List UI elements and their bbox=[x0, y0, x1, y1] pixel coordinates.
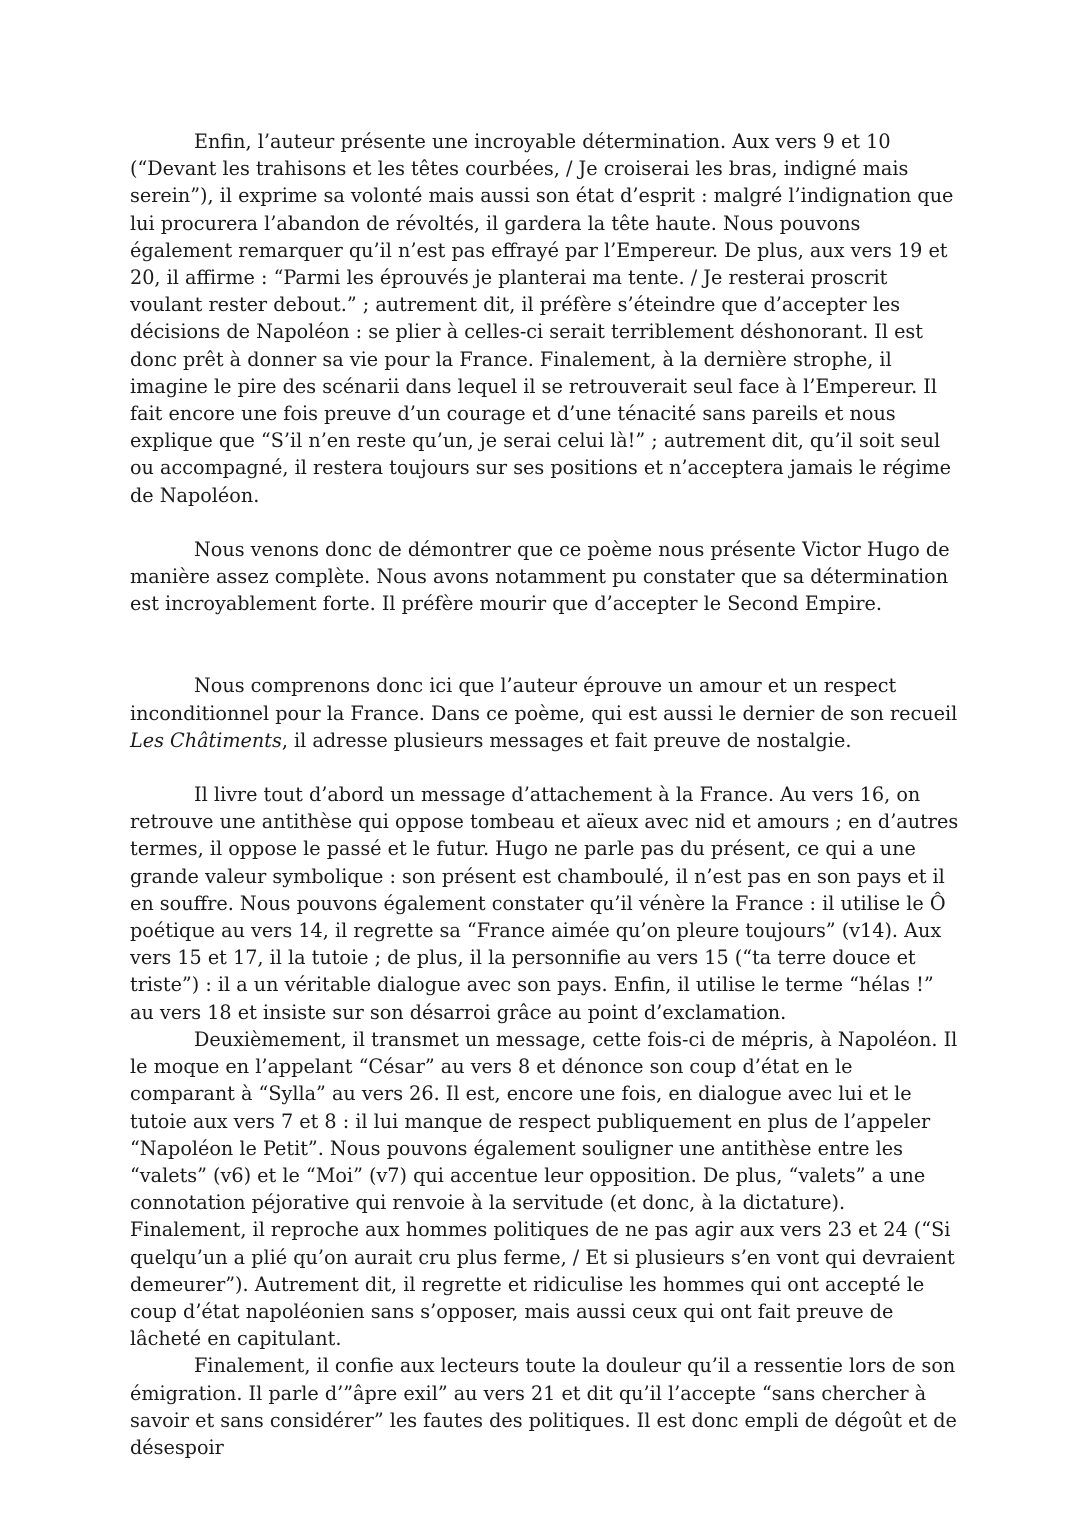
document-page bbox=[130, 128, 960, 1461]
paragraph-determination: Enfin, l’auteur présente une incroyable détermination. Aux vers 9 et 10 (“Devant les trahisons et les têtes courbées, / Je croiserai les bras, indigné mais serein”), il exprime sa volonté mais aussi son état d’esprit : malgré l’indignation que lui procurera l’abandon de révoltés, il gardera la tête haute. Nous pouvons également remarquer qu’il n’est pas effrayé par l’Empereur. De plus, aux vers 19 et 20, il affirme : “Parmi les éprouvés je planterai ma tente. / Je resterai proscrit voulant rester debout.” ; autrement dit, il préfère s’éteindre que d’accepter les décisions de Napoléon : se plier à celles-ci serait terriblement déshonorant. Il est donc prêt à donner sa vie pour la France. Finalement, à la dernière strophe, il imagine le pire des scénarii dans lequel il se retrouverait seul face à l’Empereur. Il fait encore une fois preuve d’un courage et d’une ténacité sans pareils et nous explique que “S’il n’en reste qu’un, je serai celui là!” ; autrement dit, qu’il soit seul ou accompagné, il restera toujours sur ses positions et n’acceptera jamais le régime de Napoléon. bbox=[130, 130, 954, 507]
paragraph-conclusion: Nous venons donc de démontrer que ce poème nous présente Victor Hugo de manière assez complète. Nous avons notamment pu constater que sa détermination est incroyablement forte. Il préfère mourir que d’accepter le Second Empire. bbox=[130, 537, 950, 616]
paragraph-introduction bbox=[130, 672, 960, 754]
paragraph-attachment-france: Il livre tout d’abord un message d’attachement à la France. Au vers 16, on retrouve une antithèse qui oppose tombeau et aïeux avec nid et amours ; en d’autres termes, il oppose le passé et le futur. Hugo ne parle pas du présent, ce qui a une grande valeur symbolique : son présent est chamboulé, il n’est pas en son pays et il en souffre. Nous pouvons également constater qu’il vénère la France : il utilise le Ô poétique au vers 14, il regrette sa “France aimée qu’on pleure toujours” (v14). Aux vers 15 et 17, il la tutoie ; de plus, il la personnifie au vers 15 (“ta terre douce et triste”) : il a un véritable dialogue avec son pays. Enfin, il utilise le terme “hélas !” au vers 18 et insiste sur son désarroi grâce au point d’exclamation. bbox=[130, 783, 959, 1024]
collection-title: Les Châtiments bbox=[130, 728, 282, 752]
intro-text-before: Nous comprenons donc ici que l’auteur éprouve un amour et un respect inconditionnel pour la France. Dans ce poème, qui est aussi le dernier de son recueil bbox=[130, 674, 958, 725]
intro-text-after: , il adresse plusieurs messages et fait preuve de nostalgie. bbox=[281, 728, 852, 752]
paragraph-contempt-napoleon: Deuxièmement, il transmet un message, cette fois-ci de mépris, à Napoléon. Il le moque en l’appelant “César” au vers 8 et dénonce son coup d’état en le comparant à “Sylla” au vers 26. Il est, encore une fois, en dialogue avec lui et le tutoie aux vers 7 et 8 : il lui manque de respect publiquement en plus de l’appeler “Napoléon le Petit”. Nous pouvons également souligner une antithèse entre les “valets” (v6) et le “Moi” (v7) qui accentue leur opposition. De plus, “valets” a une connotation péjorative qui renvoie à la servitude (et donc, à la dictature). Finalement, il reproche aux hommes politiques de ne pas agir aux vers 23 et 24 (“Si quelqu’un a plié qu’on aurait cru plus ferme, / Et si plusieurs s’en vont qui devraient demeurer”). Autrement dit, il regrette et ridiculise les hommes qui ont accepté le coup d’état napoléonien sans s’opposer, mais aussi ceux qui ont fait preuve de lâcheté en capitulant. bbox=[130, 1027, 958, 1351]
paragraph-exile-pain: Finalement, il confie aux lecteurs toute la douleur qu’il a ressentie lors de son émigration. Il parle d’”âpre exil” au vers 21 et dit qu’il l’accepte “sans chercher à savoir et sans considérer” les fautes des politiques. Il est donc empli de dégoût et de désespoir bbox=[130, 1354, 957, 1459]
